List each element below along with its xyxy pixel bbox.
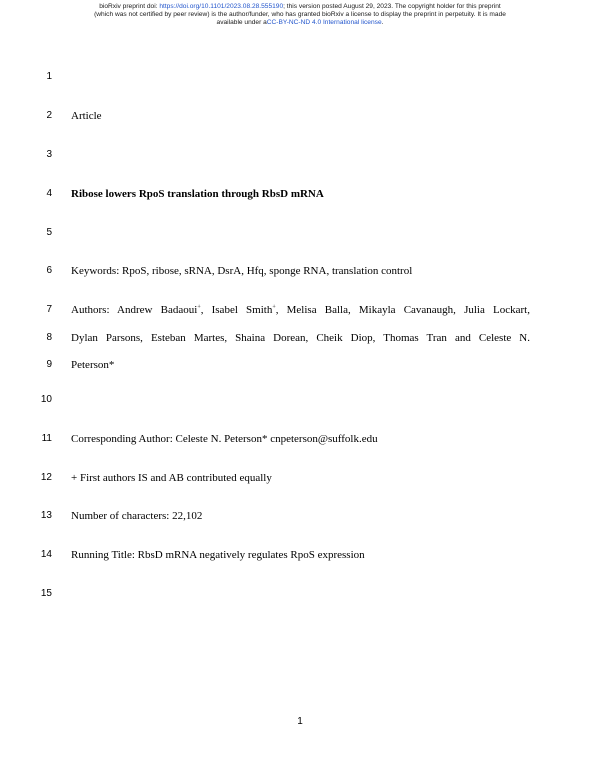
manuscript-line-13 xyxy=(0,509,600,523)
license-link[interactable]: CC-BY-NC-ND 4.0 International license xyxy=(266,19,382,26)
line-number: 8 xyxy=(46,332,52,343)
authors-line-2: Dylan Parsons, Esteban Martes, Shaina Dorean, Cheik Diop, Thomas Tran and Celeste N. xyxy=(71,332,530,344)
equal-contribution-mark: + xyxy=(272,304,276,311)
line-number: 9 xyxy=(46,359,52,370)
authors-line-3: Peterson* xyxy=(71,359,115,371)
manuscript-line-6 xyxy=(0,264,600,278)
line-number: 10 xyxy=(40,394,52,405)
running-title: Running Title: RbsD mRNA negatively regulates RpoS expression xyxy=(71,549,365,561)
character-count: Number of characters: 22,102 xyxy=(71,510,203,522)
manuscript-line-9 xyxy=(0,358,600,372)
page-number: 1 xyxy=(297,716,303,727)
line-number: 15 xyxy=(40,588,52,599)
keywords: Keywords: RpoS, ribose, sRNA, DsrA, Hfq, sponge RNA, translation control xyxy=(71,265,413,277)
line-number: 4 xyxy=(46,188,52,199)
doi-link[interactable]: https://doi.org/10.1101/2023.08.28.555190 xyxy=(159,3,284,10)
manuscript-line-14 xyxy=(0,548,600,562)
equal-contribution-mark: + xyxy=(197,304,201,311)
manuscript-line-7 xyxy=(0,303,600,317)
line-number: 1 xyxy=(46,71,52,82)
preprint-banner xyxy=(0,3,600,27)
manuscript-line-11 xyxy=(0,432,600,446)
line-number: 11 xyxy=(41,433,52,444)
manuscript-line-2 xyxy=(0,109,600,123)
line-number: 3 xyxy=(46,149,52,160)
paper-title: Ribose lowers RpoS translation through RbsD mRNA xyxy=(71,188,324,200)
banner-line-2: (which was not certified by peer review) is the author/funder, who has granted bioRxiv a license to display the preprint in perpetuity. It is made xyxy=(94,11,506,18)
line-number: 12 xyxy=(40,472,52,483)
line-number: 7 xyxy=(46,304,52,315)
manuscript-line-12 xyxy=(0,471,600,485)
authors-line-1: Authors: Andrew Badaoui+, Isabel Smith+, Melisa Balla, Mikayla Cavanaugh, Julia Lockart, xyxy=(71,304,530,316)
corresponding-author: Corresponding Author: Celeste N. Peterson* cnpeterson@suffolk.edu xyxy=(71,433,378,445)
manuscript-line-3 xyxy=(0,148,600,162)
manuscript-line-5 xyxy=(0,226,600,240)
line-number: 6 xyxy=(46,265,52,276)
banner-line-3: available under aCC-BY-NC-ND 4.0 International license. xyxy=(216,19,384,26)
first-authors-note: + First authors IS and AB contributed equally xyxy=(71,472,272,484)
line-number: 14 xyxy=(40,549,52,560)
article-type: Article xyxy=(71,110,102,122)
line-number: 13 xyxy=(40,510,52,521)
manuscript-line-8 xyxy=(0,331,600,345)
manuscript-line-15 xyxy=(0,587,600,601)
line-number: 2 xyxy=(46,110,52,121)
manuscript-line-10 xyxy=(0,393,600,407)
line-number: 5 xyxy=(46,227,52,238)
manuscript-line-4 xyxy=(0,187,600,201)
manuscript-line-1 xyxy=(0,70,600,84)
banner-line-1: bioRxiv preprint doi: https://doi.org/10.1101/2023.08.28.555190; this version posted August 29, 2023. The copyright holder for this preprint xyxy=(99,3,501,10)
